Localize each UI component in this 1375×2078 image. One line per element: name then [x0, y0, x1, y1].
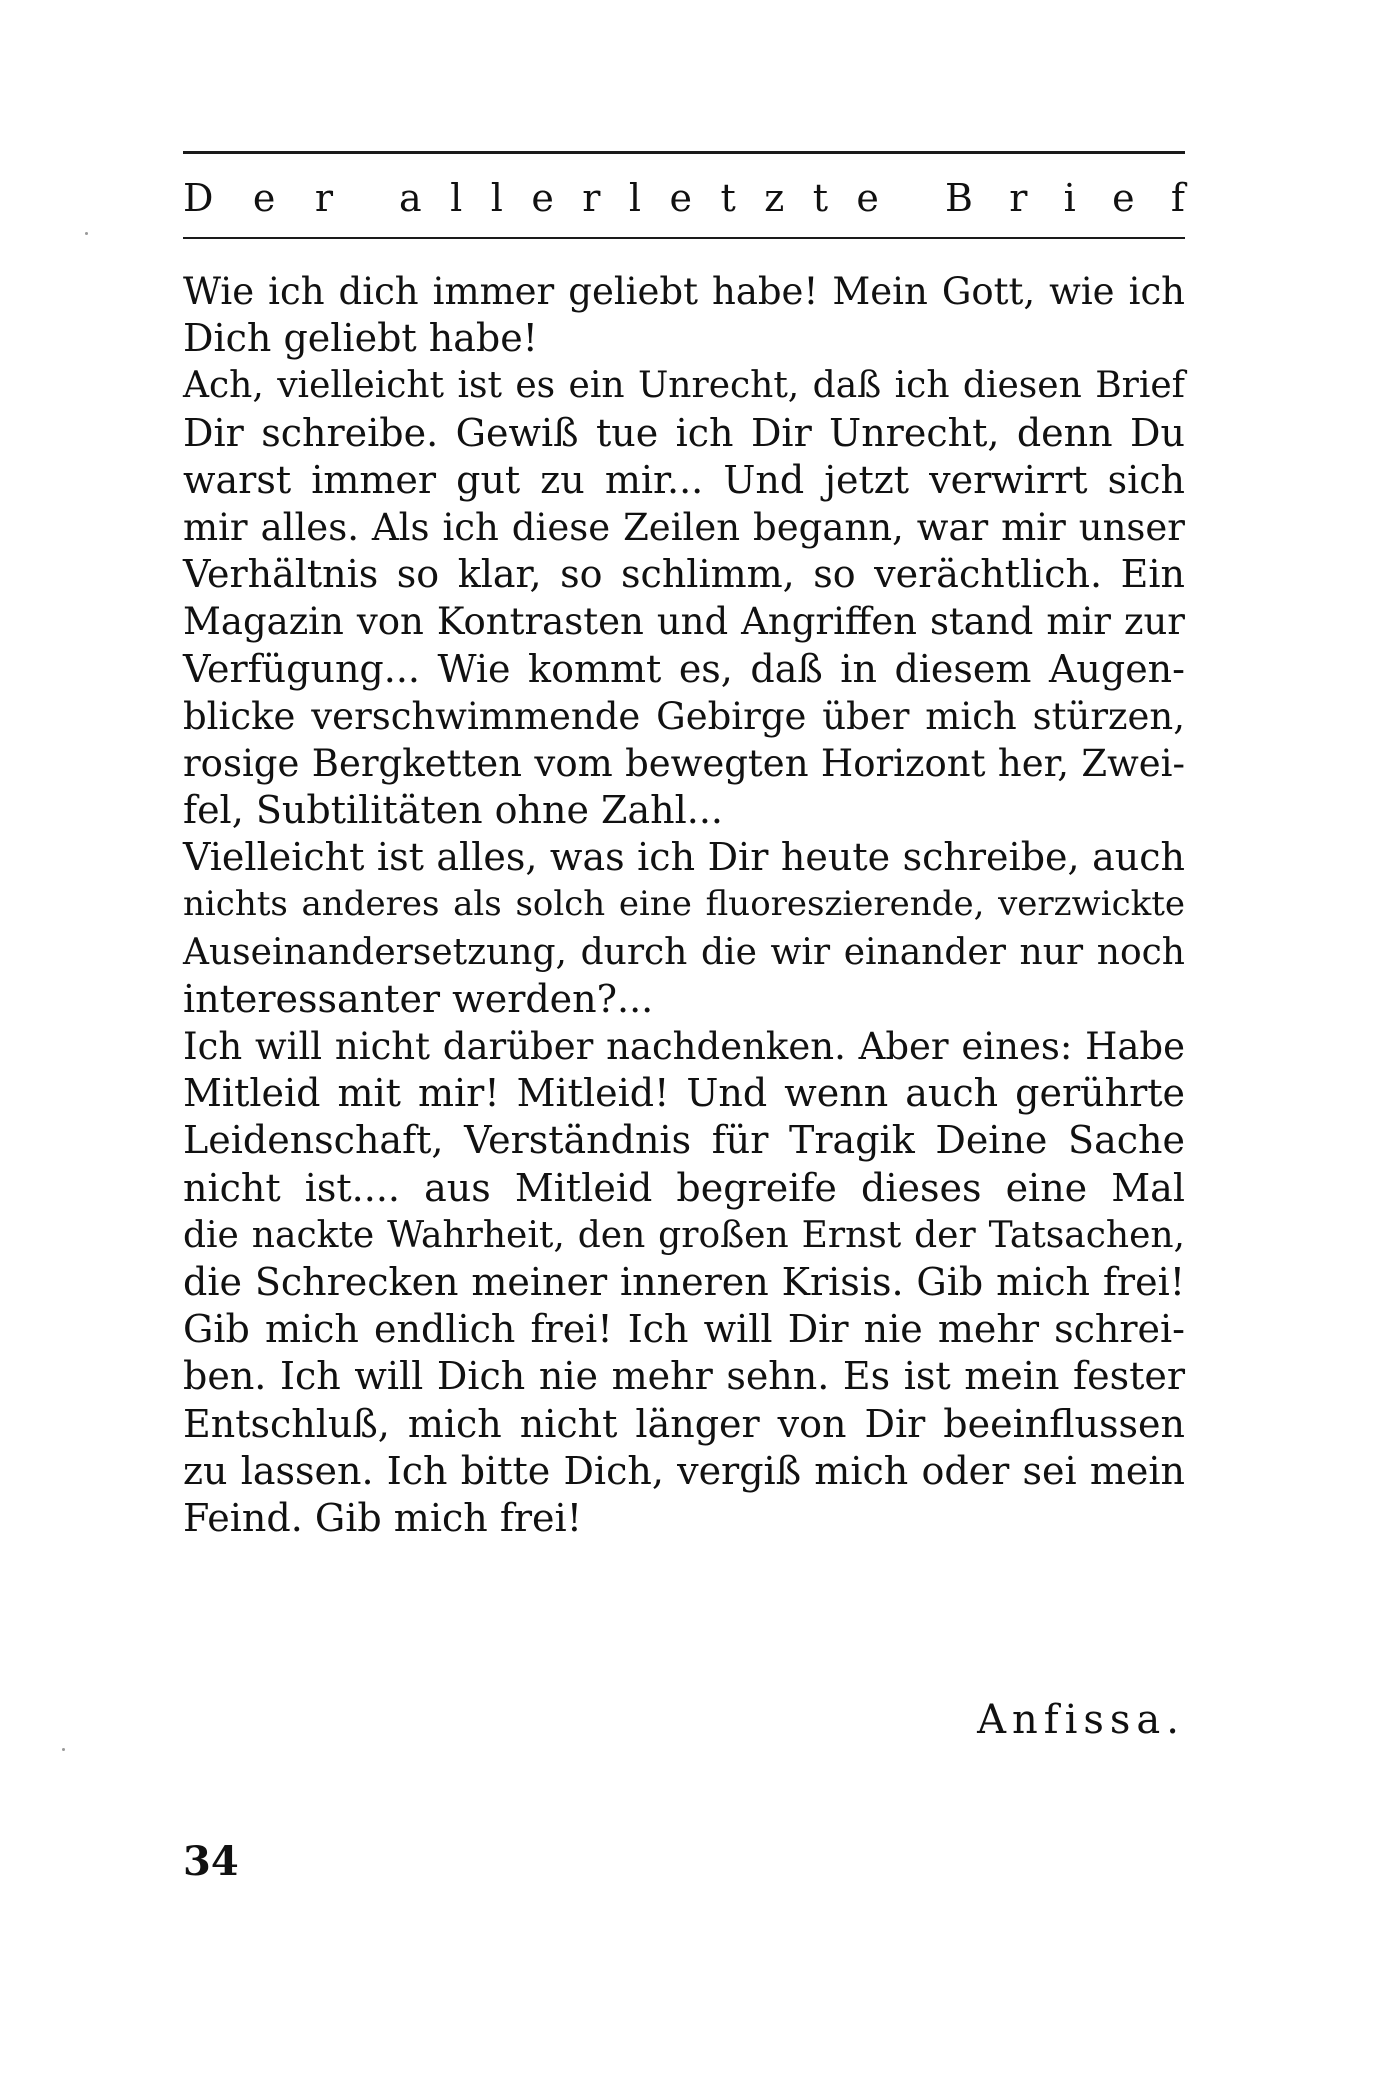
text-line: nicht ist.... aus Mitleid begreife dieses eine Mal	[183, 1165, 1185, 1210]
running-head-letter: a	[399, 176, 422, 220]
running-head-letter: e	[669, 176, 693, 220]
text-line: Auseinandersetzung, durch die wir einander nur noch	[183, 931, 1185, 973]
text-line: Entschluß, mich nicht länger von Dir beeinflussen	[183, 1401, 1185, 1446]
running-head-letter: e	[1112, 176, 1135, 220]
text-line: warst immer gut zu mir... Und jetzt verwirrt sich	[183, 457, 1185, 502]
text-line: fel, Subtilitäten ohne Zahl...	[183, 788, 723, 833]
paper-speck	[85, 232, 88, 235]
text-line: blicke verschwimmende Gebirge über mich stürzen,	[183, 694, 1185, 738]
running-head-letter: e	[531, 176, 554, 220]
text-line: die Schrecken meiner inneren Krisis. Gib mich frei!	[183, 1259, 1185, 1304]
text-line: rosige Bergketten vom bewegten Horizont her, Zwei-	[183, 741, 1185, 785]
running-head-letter: l	[628, 176, 642, 220]
text-line: Dich geliebt habe!	[183, 316, 538, 361]
running-head-letter: l	[490, 176, 503, 220]
text-line: Wie ich dich immer geliebt habe! Mein Gott, wie ich	[183, 270, 1185, 313]
paper-speck	[62, 1748, 65, 1751]
text-line: Gib mich endlich frei! Ich will Dir nie mehr schrei-	[183, 1307, 1185, 1352]
text-line: zu lassen. Ich bitte Dich, vergiß mich oder sei mein	[183, 1448, 1185, 1493]
text-line: Ach, vielleicht ist es ein Unrecht, daß ich diesen Brief	[183, 365, 1185, 407]
page-number: 34	[183, 1838, 239, 1885]
text-line: mir alles. Als ich diese Zeilen begann, war mir unser	[183, 505, 1185, 549]
text-line: Verhältnis so klar, so schlimm, so verächtlich. Ein	[183, 552, 1185, 597]
text-line: Dir schreibe. Gewiß tue ich Dir Unrecht, denn Du	[183, 410, 1185, 455]
running-head-letter: D	[183, 176, 214, 220]
text-line: nichts anderes als solch eine fluoreszierende, verzwickte	[183, 884, 1185, 925]
running-head	[183, 168, 1185, 228]
text-line: Leidenschaft, Verständnis für Tragik Deine Sache	[183, 1118, 1185, 1163]
letter-body	[183, 268, 1185, 1542]
text-line: die nackte Wahrheit, den großen Ernst der Tatsachen,	[183, 1214, 1185, 1256]
text-line: Vielleicht ist alles, was ich Dir heute schreibe, auch	[183, 835, 1185, 880]
running-head-word	[183, 176, 333, 220]
text-line: Verfügung... Wie kommt es, daß in diesem Augen-	[183, 646, 1185, 691]
running-head-letter: r	[314, 176, 333, 220]
running-head-letter: B	[945, 176, 973, 220]
running-head-letter: t	[720, 176, 736, 220]
running-head-letter: e	[856, 176, 879, 220]
running-head-letter: r	[582, 176, 601, 220]
running-head-bottom-rule	[183, 237, 1185, 239]
text-line: Magazin von Kontrasten und Angriffen stand mir zur	[183, 600, 1185, 644]
running-head-letter: i	[1063, 176, 1076, 220]
text-line: Mitleid mit mir! Mitleid! Und wenn auch gerührte	[183, 1071, 1185, 1116]
running-head-letter: l	[450, 176, 463, 220]
text-line: interessanter werden?...	[183, 976, 654, 1021]
running-head-word	[399, 176, 879, 220]
running-head-letter: e	[252, 176, 276, 220]
running-head-top-rule	[183, 151, 1185, 154]
text-line: Feind. Gib mich frei!	[183, 1495, 582, 1540]
running-head-letter: z	[764, 176, 785, 220]
running-head-letter: r	[1009, 176, 1028, 220]
running-head-letter: f	[1170, 176, 1185, 220]
running-head-word	[945, 176, 1185, 220]
text-line: ben. Ich will Dich nie mehr sehn. Es ist mein fester	[183, 1354, 1185, 1399]
running-head-letter: t	[812, 176, 828, 220]
text-line: Ich will nicht darüber nachdenken. Aber eines: Habe	[183, 1025, 1185, 1068]
signature: Anfissa.	[977, 1697, 1185, 1743]
